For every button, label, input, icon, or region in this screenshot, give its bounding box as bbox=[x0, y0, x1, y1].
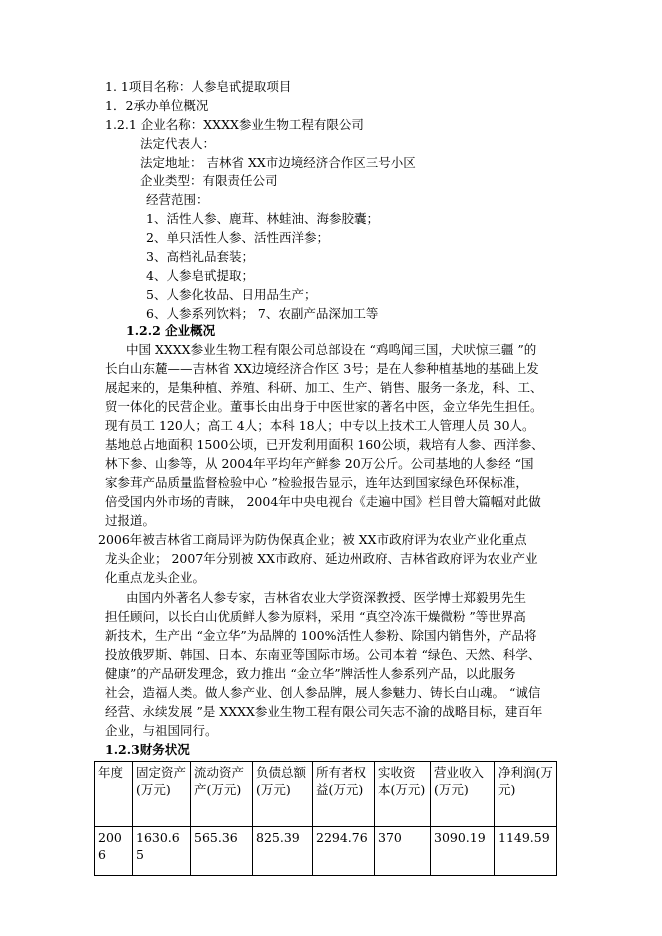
paragraph-line: 基地总占地面积 1500公顷，已开发利用面积 160公顷，栽培有人参、西洋参、 bbox=[105, 437, 544, 452]
table-cell: 565.36 bbox=[191, 827, 253, 876]
header-operating-revenue: 营业收入(万元) bbox=[431, 762, 495, 827]
table-cell: 2006 bbox=[95, 827, 133, 876]
scope-item: 5、人参化妆品、日用品生产； bbox=[146, 287, 317, 302]
business-scope-title: 经营范围： bbox=[146, 192, 209, 207]
scope-item: 1、活性人参、鹿茸、林蛙油、海参胶囊； bbox=[146, 211, 379, 226]
paragraph-line: 现有员工 120人；高工 4人；本科 18人；中专以上技术工人管理人员 30人。 bbox=[105, 418, 535, 433]
header-net-profit: 净利润(万元) bbox=[495, 762, 557, 827]
paragraph-line: 由国内外著名人参专家，吉林省农业大学资深教授、医学博士郑毅男先生 bbox=[126, 590, 527, 605]
paragraph-line: 过报道。 bbox=[105, 513, 156, 528]
paragraph-line: 担任顾问，以长白山优质鲜人参为原料，采用 “真空冷冻干燥微粉 ”等世界高 bbox=[105, 609, 526, 624]
paragraph-line: 贸一体化的民营企业。董事长由出身于中医世家的著名中医，金立华先生担任。 bbox=[105, 399, 543, 414]
paragraph-line: 企业，与祖国同行。 bbox=[105, 723, 218, 738]
table-header-row bbox=[95, 762, 557, 827]
legal-representative: 法定代表人： bbox=[140, 136, 216, 151]
table-cell: 3090.19 bbox=[431, 827, 495, 876]
header-paid-in-capital: 实收资本(万元) bbox=[375, 762, 431, 827]
paragraph-line: 中国 XXXX参业生物工程有限公司总部设在 “鸡鸣闻三国，犬吠惊三疆 ”的 bbox=[126, 342, 537, 357]
paragraph-line: 2006年被吉林省工商局评为防伪保真企业；被 XX市政府评为农业产业化重点 bbox=[98, 532, 527, 547]
section-1-2-heading: 1．2承办单位概况 bbox=[105, 98, 209, 113]
scope-item: 3、高档礼品套装； bbox=[146, 249, 254, 264]
paragraph-line: 龙头企业； 2007年分别被 XX市政府、延边州政府、吉林省政府评为农业产业 bbox=[105, 551, 538, 566]
table-cell: 825.39 bbox=[253, 827, 313, 876]
paragraph-line: 经营、永续发展 ”是 XXXX参业生物工程有限公司矢志不渝的战略目标，建百年 bbox=[105, 704, 543, 719]
financial-table bbox=[94, 761, 557, 876]
header-year: 年度 bbox=[95, 762, 133, 827]
scope-item: 2、单只活性人参、活性西洋参； bbox=[146, 230, 329, 245]
paragraph-line: 家参茸产品质量监督检验中心 ”检验报告显示，连年达到国家绿色环保标准， bbox=[105, 475, 528, 490]
header-current-assets: 流动资产产(万元) bbox=[191, 762, 253, 827]
paragraph-line: 化重点龙头企业。 bbox=[105, 570, 206, 585]
paragraph-line: 社会，造福人类。做人参产业、创人参品牌，展人参魅力、铸长白山魂。 “诚信 bbox=[105, 685, 541, 700]
table-cell: 1149.59 bbox=[495, 827, 557, 876]
paragraph-line: 健康”的产品研发理念，致力推出 “金立华”牌活性人参系列产品，以此服务 bbox=[105, 666, 516, 681]
table-row bbox=[95, 827, 557, 876]
scope-item: 4、人参皂甙提取； bbox=[146, 268, 254, 283]
legal-address: 法定地址： 吉林省 XX市边境经济合作区三号小区 bbox=[140, 155, 416, 170]
header-owners-equity: 所有者权益(万元) bbox=[313, 762, 375, 827]
company-type: 企业类型：有限责任公司 bbox=[140, 173, 278, 188]
paragraph-line: 投放俄罗斯、韩国、日本、东南亚等国际市场。公司本着 “绿色、天然、科学、 bbox=[105, 647, 541, 662]
paragraph-line: 林下参、山参等，从 2004年平均年产鲜参 20万公斤。公司基地的人参经 “国 bbox=[105, 456, 534, 471]
scope-item: 6、人参系列饮料； 7、农副产品深加工等 bbox=[146, 306, 379, 321]
header-fixed-assets: 固定资产(万元) bbox=[133, 762, 191, 827]
paragraph-line: 展起来的，是集种植、养殖、科研、加工、生产、销售、服务一条龙，科、工、 bbox=[105, 380, 543, 395]
header-total-liabilities: 负债总额(万元) bbox=[253, 762, 313, 827]
paragraph-line: 倍受国内外市场的青睐， 2004年中央电视台《走遍中国》栏目曾大篇幅对此做 bbox=[105, 494, 541, 509]
section-1-1-heading: 1. 1项目名称：人参皂甙提取项目 bbox=[105, 79, 292, 94]
paragraph-line: 长白山东麓——吉林省 XX边境经济合作区 3号；是在人参种植基地的基础上发 bbox=[105, 361, 539, 376]
paragraph-line: 新技术，生产出 “金立华”为品牌的 100%活性人参粉、除国内销售外，产品将 bbox=[105, 628, 537, 643]
section-1-2-2-heading: 1.2.2 企业概况 bbox=[126, 323, 216, 338]
table-cell: 1630.65 bbox=[133, 827, 191, 876]
section-1-2-3-heading: 1.2.3财务状况 bbox=[105, 742, 190, 757]
table-cell: 370 bbox=[375, 827, 431, 876]
table-cell: 2294.76 bbox=[313, 827, 375, 876]
section-1-2-1-heading: 1.2.1 企业名称：XXXX参业生物工程有限公司 bbox=[105, 117, 364, 132]
